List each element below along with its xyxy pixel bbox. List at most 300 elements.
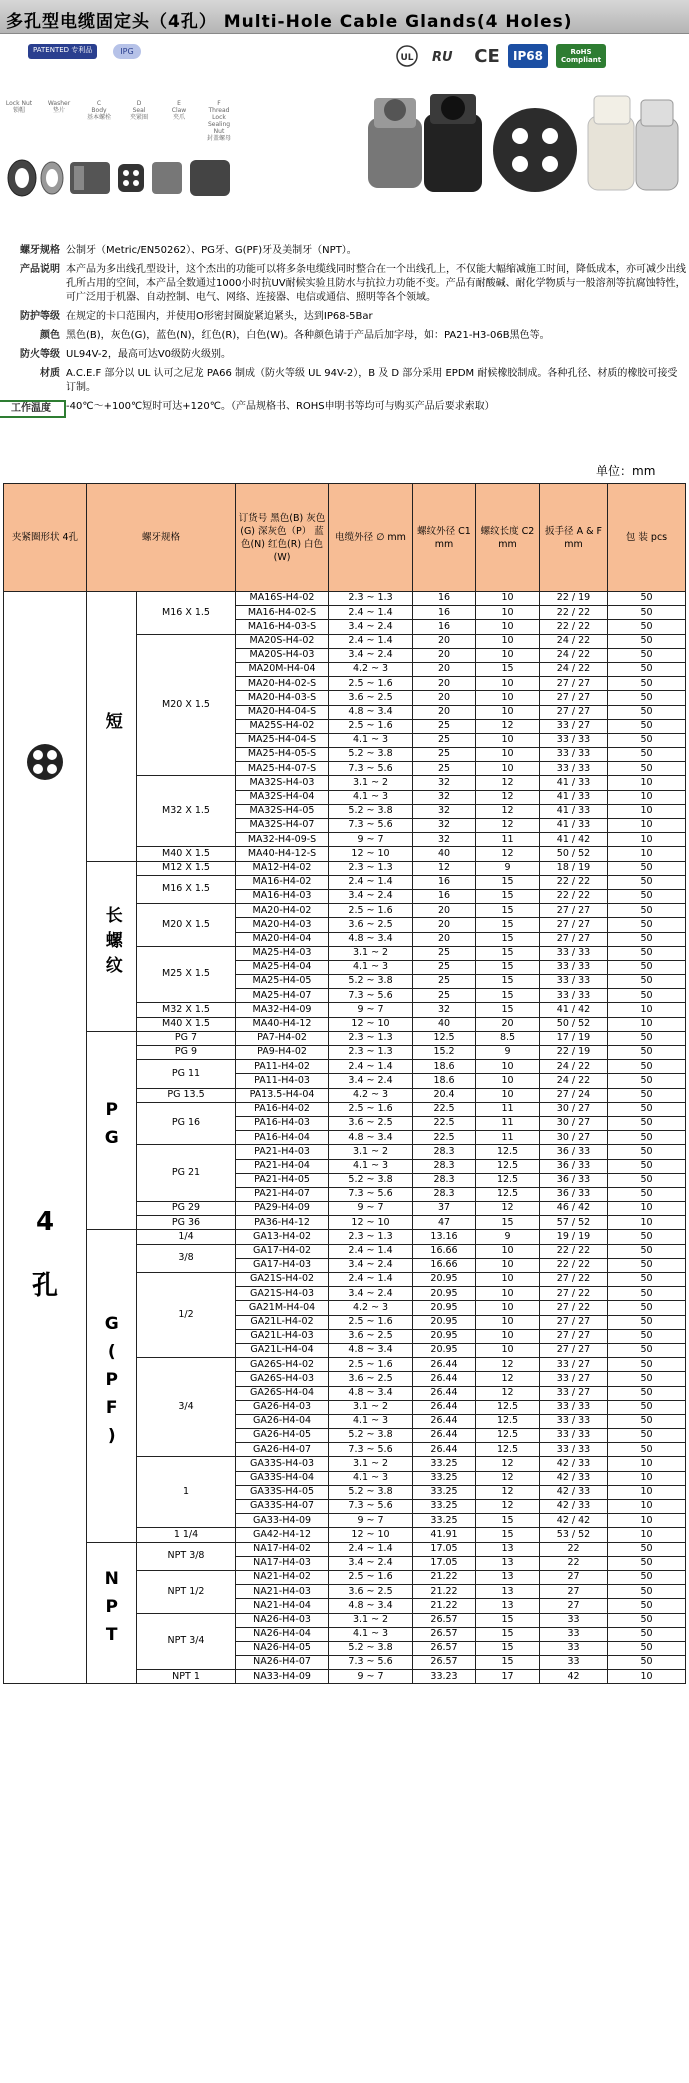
cable-range-cell: 4.2 ~ 3 <box>329 1301 413 1315</box>
package-qty-cell: 50 <box>608 662 686 676</box>
wrench-size-cell: 41 / 33 <box>540 819 608 833</box>
thread-length-cell: 11 <box>476 1102 540 1116</box>
cable-range-cell: 7.3 ~ 5.6 <box>329 819 413 833</box>
package-qty-cell: 50 <box>608 1570 686 1584</box>
thread-diameter-cell: 26.57 <box>413 1656 476 1670</box>
cable-range-cell: 7.3 ~ 5.6 <box>329 762 413 776</box>
package-qty-cell: 50 <box>608 1145 686 1159</box>
package-qty-cell: 50 <box>608 1627 686 1641</box>
thread-length-cell: 15 <box>476 1656 540 1670</box>
package-qty-cell: 50 <box>608 1343 686 1357</box>
thread-diameter-cell: 26.44 <box>413 1386 476 1400</box>
thread-diameter-cell: 26.44 <box>413 1372 476 1386</box>
thread-size-cell: M16 X 1.5 <box>137 592 236 635</box>
thread-diameter-cell: 16 <box>413 875 476 889</box>
cable-range-cell: 4.8 ~ 3.4 <box>329 1131 413 1145</box>
order-number-cell: MA12-H4-02 <box>236 861 329 875</box>
thread-length-cell: 15 <box>476 889 540 903</box>
wrench-size-cell: 27 / 27 <box>540 1329 608 1343</box>
cable-range-cell: 3.1 ~ 2 <box>329 1400 413 1414</box>
thread-length-cell: 12.5 <box>476 1187 540 1201</box>
wrench-size-cell: 27 / 24 <box>540 1088 608 1102</box>
thread-diameter-cell: 16 <box>413 889 476 903</box>
package-qty-cell: 50 <box>608 592 686 606</box>
thread-length-cell: 12.5 <box>476 1173 540 1187</box>
package-qty-cell: 50 <box>608 975 686 989</box>
order-number-cell: GA21S-H4-02 <box>236 1273 329 1287</box>
wrench-size-cell: 27 / 22 <box>540 1287 608 1301</box>
thread-length-cell: 15 <box>476 1528 540 1542</box>
order-number-cell: GA26S-H4-02 <box>236 1358 329 1372</box>
cable-range-cell: 7.3 ~ 5.6 <box>329 1443 413 1457</box>
thread-length-cell: 10 <box>476 705 540 719</box>
package-qty-cell: 10 <box>608 804 686 818</box>
thread-diameter-cell: 16 <box>413 620 476 634</box>
thread-diameter-cell: 21.22 <box>413 1570 476 1584</box>
cable-range-cell: 3.4 ~ 2.4 <box>329 620 413 634</box>
order-number-cell: PA16-H4-02 <box>236 1102 329 1116</box>
thread-length-cell: 10 <box>476 1343 540 1357</box>
package-qty-cell: 50 <box>608 1315 686 1329</box>
thread-size-cell: M32 X 1.5 <box>137 776 236 847</box>
cable-range-cell: 5.2 ~ 3.8 <box>329 975 413 989</box>
package-qty-cell: 50 <box>608 691 686 705</box>
parts-legend <box>2 100 236 142</box>
unit-label: 单位：mm <box>596 464 656 478</box>
rohs-badge: RoHS Compliant <box>556 44 606 68</box>
group-label: 短 <box>87 592 137 862</box>
package-qty-cell: 50 <box>608 1429 686 1443</box>
thread-length-cell: 12 <box>476 819 540 833</box>
package-qty-cell: 50 <box>608 1159 686 1173</box>
thread-length-cell: 10 <box>476 748 540 762</box>
package-qty-cell: 50 <box>608 1599 686 1613</box>
order-number-cell: MA20-H4-02-S <box>236 677 329 691</box>
wrench-size-cell: 27 <box>540 1585 608 1599</box>
thread-diameter-cell: 40 <box>413 1017 476 1031</box>
thread-length-cell: 9 <box>476 1046 540 1060</box>
order-number-cell: GA33S-H4-03 <box>236 1457 329 1471</box>
order-number-cell: PA21-H4-07 <box>236 1187 329 1201</box>
thread-size-cell: PG 36 <box>137 1216 236 1230</box>
thread-diameter-cell: 25 <box>413 960 476 974</box>
cable-range-cell: 3.1 ~ 2 <box>329 1457 413 1471</box>
thread-length-cell: 10 <box>476 1244 540 1258</box>
table-row <box>4 1542 686 1556</box>
order-number-cell: MA40-H4-12-S <box>236 847 329 861</box>
thread-length-cell: 15 <box>476 989 540 1003</box>
package-qty-cell: 50 <box>608 960 686 974</box>
thread-length-cell: 12.5 <box>476 1429 540 1443</box>
thread-diameter-cell: 16 <box>413 606 476 620</box>
cable-range-cell: 3.4 ~ 2.4 <box>329 1074 413 1088</box>
package-qty-cell: 10 <box>608 1457 686 1471</box>
thread-diameter-cell: 26.44 <box>413 1358 476 1372</box>
thread-diameter-cell: 28.3 <box>413 1187 476 1201</box>
wrench-size-cell: 27 / 27 <box>540 932 608 946</box>
wrench-size-cell: 42 / 33 <box>540 1471 608 1485</box>
thread-length-cell: 13 <box>476 1585 540 1599</box>
wrench-size-cell: 22 / 19 <box>540 592 608 606</box>
cable-range-cell: 4.1 ~ 3 <box>329 1414 413 1428</box>
cable-range-cell: 2.5 ~ 1.6 <box>329 1358 413 1372</box>
wrench-size-cell: 30 / 27 <box>540 1102 608 1116</box>
spec-description: 产品说明 本产品为多出线孔型设计，这个杰出的功能可以将多条电缆线同时整合在一个出线孔上，不仅能大幅缩减施工时间，降低成本，亦可减少出线孔所占用的空间，本产品全数通过1000小时抗UV耐候实验且防水与抗拉力功能不变。产品有耐酸碱、耐化学物质与一般溶剂等抗腐蚀特性，可广泛用于机器、自动控制、电气、网络、连接器、电信或通信、照明等各个领域。 <box>20 264 686 303</box>
cable-range-cell: 2.4 ~ 1.4 <box>329 875 413 889</box>
order-number-cell: PA7-H4-02 <box>236 1031 329 1045</box>
page-title: 多孔型电缆固定头（4孔） Multi-Hole Cable Glands(4 Holes) <box>6 12 573 32</box>
package-qty-cell: 50 <box>608 606 686 620</box>
order-number-cell: GA17-H4-03 <box>236 1258 329 1272</box>
exploded-view-illustration <box>4 148 244 208</box>
order-number-cell: PA11-H4-02 <box>236 1060 329 1074</box>
order-number-cell: NA21-H4-02 <box>236 1570 329 1584</box>
wrench-size-cell: 36 / 33 <box>540 1145 608 1159</box>
package-qty-cell: 10 <box>608 1202 686 1216</box>
svg-text:UL: UL <box>400 53 414 63</box>
header-c1: 螺纹外径 C1 mm <box>413 484 476 592</box>
wrench-size-cell: 42 <box>540 1670 608 1684</box>
thread-length-cell: 15 <box>476 975 540 989</box>
package-qty-cell: 10 <box>608 1514 686 1528</box>
wrench-size-cell: 33 <box>540 1613 608 1627</box>
thread-diameter-cell: 32 <box>413 1003 476 1017</box>
package-qty-cell: 10 <box>608 1003 686 1017</box>
thread-diameter-cell: 25 <box>413 975 476 989</box>
package-qty-cell: 50 <box>608 1173 686 1187</box>
ru-cert-icon <box>430 44 464 68</box>
wrench-size-cell: 22 / 22 <box>540 875 608 889</box>
package-qty-cell: 10 <box>608 833 686 847</box>
spec-color: 颜色 黑色(B)，灰色(G)，蓝色(N)，红色(R)，白色(W)。各种颜色请于产品后加字母，如：PA21-H3-06B黑色等。 <box>40 330 550 341</box>
thread-length-cell: 12 <box>476 1372 540 1386</box>
thread-diameter-cell: 22.5 <box>413 1102 476 1116</box>
wrench-size-cell: 41 / 42 <box>540 1003 608 1017</box>
order-number-cell: NA26-H4-07 <box>236 1656 329 1670</box>
wrench-size-cell: 24 / 22 <box>540 634 608 648</box>
cable-range-cell: 4.8 ~ 3.4 <box>329 932 413 946</box>
header-thread: 螺牙规格 <box>87 484 236 592</box>
thread-size-cell: M40 X 1.5 <box>137 847 236 861</box>
order-number-cell: GA33S-H4-04 <box>236 1471 329 1485</box>
thread-length-cell: 13 <box>476 1570 540 1584</box>
thread-length-cell: 10 <box>476 592 540 606</box>
thread-diameter-cell: 20 <box>413 677 476 691</box>
wrench-size-cell: 33 / 33 <box>540 975 608 989</box>
wrench-size-cell: 41 / 33 <box>540 804 608 818</box>
cable-range-cell: 2.3 ~ 1.3 <box>329 1046 413 1060</box>
order-number-cell: GA26-H4-04 <box>236 1414 329 1428</box>
thread-length-cell: 12 <box>476 1386 540 1400</box>
wrench-size-cell: 24 / 22 <box>540 1074 608 1088</box>
part-claw: E Claw 夹爪 <box>171 100 187 121</box>
thread-diameter-cell: 25 <box>413 989 476 1003</box>
cable-range-cell: 2.5 ~ 1.6 <box>329 1570 413 1584</box>
cable-range-cell: 2.3 ~ 1.3 <box>329 592 413 606</box>
thread-diameter-cell: 26.57 <box>413 1627 476 1641</box>
wrench-size-cell: 27 <box>540 1570 608 1584</box>
thread-length-cell: 12.5 <box>476 1414 540 1428</box>
thread-size-cell: 1 1/4 <box>137 1528 236 1542</box>
wrench-size-cell: 33 / 33 <box>540 1400 608 1414</box>
order-number-cell: MA16-H4-03-S <box>236 620 329 634</box>
thread-diameter-cell: 33.25 <box>413 1500 476 1514</box>
thread-size-cell: M40 X 1.5 <box>137 1017 236 1031</box>
cable-range-cell: 5.2 ~ 3.8 <box>329 1429 413 1443</box>
thread-length-cell: 12 <box>476 1457 540 1471</box>
wrench-size-cell: 33 / 33 <box>540 960 608 974</box>
spec-list <box>6 244 686 423</box>
cable-range-cell: 3.4 ~ 2.4 <box>329 1258 413 1272</box>
order-number-cell: GA33S-H4-05 <box>236 1485 329 1499</box>
thread-length-cell: 10 <box>476 1088 540 1102</box>
order-number-cell: MA16S-H4-02 <box>236 592 329 606</box>
order-number-cell: GA33-H4-09 <box>236 1514 329 1528</box>
cable-range-cell: 4.1 ~ 3 <box>329 1471 413 1485</box>
package-qty-cell: 50 <box>608 861 686 875</box>
wrench-size-cell: 41 / 42 <box>540 833 608 847</box>
thread-diameter-cell: 16.66 <box>413 1244 476 1258</box>
wrench-size-cell: 33 / 33 <box>540 989 608 1003</box>
cable-range-cell: 3.4 ~ 2.4 <box>329 1287 413 1301</box>
cable-range-cell: 3.6 ~ 2.5 <box>329 918 413 932</box>
patent-badge: PATENTED 专利品 <box>28 44 97 59</box>
thread-length-cell: 15 <box>476 918 540 932</box>
part-sealing-nut: F Thread Lock Sealing Nut 封盖螺母 <box>206 100 231 142</box>
thread-diameter-cell: 20.95 <box>413 1301 476 1315</box>
thread-diameter-cell: 25 <box>413 762 476 776</box>
order-number-cell: MA20S-H4-03 <box>236 648 329 662</box>
wrench-size-cell: 33 / 33 <box>540 762 608 776</box>
cable-range-cell: 2.4 ~ 1.4 <box>329 1244 413 1258</box>
package-qty-cell: 50 <box>608 1641 686 1655</box>
thread-length-cell: 15 <box>476 1003 540 1017</box>
group-label: G(PF) <box>87 1230 137 1542</box>
order-number-cell: GA21S-H4-03 <box>236 1287 329 1301</box>
thread-length-cell: 15 <box>476 960 540 974</box>
thread-diameter-cell: 25 <box>413 748 476 762</box>
wrench-size-cell: 50 / 52 <box>540 847 608 861</box>
wrench-size-cell: 22 / 19 <box>540 1046 608 1060</box>
thread-diameter-cell: 32 <box>413 804 476 818</box>
package-qty-cell: 50 <box>608 1443 686 1457</box>
thread-size-cell: M25 X 1.5 <box>137 946 236 1003</box>
thread-length-cell: 12 <box>476 804 540 818</box>
part-body: C Body 基本螺栓 <box>86 100 111 121</box>
holes-label: 4 孔 <box>31 1207 58 1302</box>
thread-length-cell: 10 <box>476 762 540 776</box>
thread-length-cell: 12 <box>476 790 540 804</box>
cable-range-cell: 4.8 ~ 3.4 <box>329 1599 413 1613</box>
thread-length-cell: 11 <box>476 1131 540 1145</box>
package-qty-cell: 50 <box>608 1244 686 1258</box>
wrench-size-cell: 33 / 33 <box>540 1429 608 1443</box>
thread-length-cell: 12 <box>476 1202 540 1216</box>
package-qty-cell: 50 <box>608 1585 686 1599</box>
wrench-size-cell: 41 / 33 <box>540 776 608 790</box>
thread-diameter-cell: 13.16 <box>413 1230 476 1244</box>
package-qty-cell: 50 <box>608 1301 686 1315</box>
cable-range-cell: 4.1 ~ 3 <box>329 790 413 804</box>
package-qty-cell: 10 <box>608 1216 686 1230</box>
wrench-size-cell: 33 <box>540 1641 608 1655</box>
spec-fire-rating: 防火等级 UL94V-2，最高可达V0级防火级别。 <box>20 349 232 360</box>
thread-diameter-cell: 20 <box>413 648 476 662</box>
thread-length-cell: 15 <box>476 875 540 889</box>
thread-length-cell: 10 <box>476 1273 540 1287</box>
thread-length-cell: 10 <box>476 1074 540 1088</box>
thread-size-cell: 3/8 <box>137 1244 236 1272</box>
thread-diameter-cell: 20.95 <box>413 1329 476 1343</box>
wrench-size-cell: 17 / 19 <box>540 1031 608 1045</box>
order-number-cell: GA21L-H4-04 <box>236 1343 329 1357</box>
thread-length-cell: 11 <box>476 1116 540 1130</box>
order-number-cell: GA33S-H4-07 <box>236 1500 329 1514</box>
thread-size-cell: 1/4 <box>137 1230 236 1244</box>
wrench-size-cell: 33 / 27 <box>540 1372 608 1386</box>
thread-diameter-cell: 20 <box>413 662 476 676</box>
thread-diameter-cell: 28.3 <box>413 1173 476 1187</box>
package-qty-cell: 50 <box>608 1358 686 1372</box>
header-shape: 夹紧圈形状 4孔 <box>4 484 87 592</box>
package-qty-cell: 50 <box>608 1031 686 1045</box>
order-number-cell: MA32S-H4-05 <box>236 804 329 818</box>
cable-range-cell: 2.5 ~ 1.6 <box>329 1102 413 1116</box>
thread-diameter-cell: 25 <box>413 733 476 747</box>
thread-size-cell: PG 21 <box>137 1145 236 1202</box>
cable-range-cell: 2.3 ~ 1.3 <box>329 861 413 875</box>
thread-diameter-cell: 20 <box>413 904 476 918</box>
svg-text:RU: RU <box>432 50 453 65</box>
thread-length-cell: 10 <box>476 733 540 747</box>
thread-diameter-cell: 20 <box>413 918 476 932</box>
thread-length-cell: 15 <box>476 1627 540 1641</box>
thread-diameter-cell: 26.44 <box>413 1443 476 1457</box>
package-qty-cell: 50 <box>608 1046 686 1060</box>
wrench-size-cell: 33 / 33 <box>540 1443 608 1457</box>
wrench-size-cell: 42 / 33 <box>540 1500 608 1514</box>
ce-mark: CE <box>474 45 500 67</box>
thread-length-cell: 10 <box>476 1060 540 1074</box>
order-number-cell: MA25-H4-04-S <box>236 733 329 747</box>
thread-diameter-cell: 21.22 <box>413 1585 476 1599</box>
package-qty-cell: 10 <box>608 847 686 861</box>
wrench-size-cell: 27 / 27 <box>540 904 608 918</box>
package-qty-cell: 50 <box>608 1287 686 1301</box>
thread-diameter-cell: 16 <box>413 592 476 606</box>
package-qty-cell: 10 <box>608 1670 686 1684</box>
thread-size-cell: M20 X 1.5 <box>137 634 236 776</box>
wrench-size-cell: 27 / 27 <box>540 691 608 705</box>
thread-length-cell: 15 <box>476 1216 540 1230</box>
header-order: 订货号 黑色(B) 灰色(G) 深灰色（P） 蓝色(N) 红色(R) 白色(W) <box>236 484 329 592</box>
order-number-cell: MA32-H4-09-S <box>236 833 329 847</box>
spec-table-body <box>4 592 686 1684</box>
order-number-cell: GA42-H4-12 <box>236 1528 329 1542</box>
thread-length-cell: 12 <box>476 1471 540 1485</box>
order-number-cell: MA25-H4-07 <box>236 989 329 1003</box>
thread-diameter-cell: 22.5 <box>413 1131 476 1145</box>
ipg-badge: IPG <box>113 44 140 59</box>
table-row <box>4 861 686 875</box>
thread-diameter-cell: 18.6 <box>413 1074 476 1088</box>
wrench-size-cell: 22 / 22 <box>540 620 608 634</box>
thread-diameter-cell: 26.44 <box>413 1429 476 1443</box>
thread-diameter-cell: 12.5 <box>413 1031 476 1045</box>
wrench-size-cell: 33 / 33 <box>540 1414 608 1428</box>
part-washer: Washer 垫片 <box>47 100 71 114</box>
thread-diameter-cell: 25 <box>413 719 476 733</box>
cable-range-cell: 12 ~ 10 <box>329 1528 413 1542</box>
thread-size-cell: PG 13.5 <box>137 1088 236 1102</box>
thread-diameter-cell: 47 <box>413 1216 476 1230</box>
wrench-size-cell: 42 / 33 <box>540 1485 608 1499</box>
thread-diameter-cell: 28.3 <box>413 1159 476 1173</box>
cable-range-cell: 3.1 ~ 2 <box>329 946 413 960</box>
wrench-size-cell: 27 / 22 <box>540 1273 608 1287</box>
thread-length-cell: 13 <box>476 1542 540 1556</box>
thread-length-cell: 15 <box>476 662 540 676</box>
package-qty-cell: 50 <box>608 1102 686 1116</box>
cable-range-cell: 3.6 ~ 2.5 <box>329 1372 413 1386</box>
cable-range-cell: 9 ~ 7 <box>329 1514 413 1528</box>
cable-range-cell: 12 ~ 10 <box>329 1216 413 1230</box>
thread-length-cell: 10 <box>476 691 540 705</box>
order-number-cell: MA32S-H4-04 <box>236 790 329 804</box>
thread-length-cell: 15 <box>476 932 540 946</box>
wrench-size-cell: 42 / 33 <box>540 1457 608 1471</box>
thread-diameter-cell: 20 <box>413 691 476 705</box>
order-number-cell: MA32S-H4-03 <box>236 776 329 790</box>
thread-length-cell: 13 <box>476 1599 540 1613</box>
order-number-cell: GA13-H4-02 <box>236 1230 329 1244</box>
package-qty-cell: 50 <box>608 1131 686 1145</box>
cable-range-cell: 3.6 ~ 2.5 <box>329 1116 413 1130</box>
package-qty-cell: 50 <box>608 1542 686 1556</box>
thread-length-cell: 12.5 <box>476 1145 540 1159</box>
thread-length-cell: 9 <box>476 1230 540 1244</box>
package-qty-cell: 50 <box>608 733 686 747</box>
wrench-size-cell: 24 / 22 <box>540 648 608 662</box>
package-qty-cell: 50 <box>608 1230 686 1244</box>
wrench-size-cell: 27 / 27 <box>540 677 608 691</box>
order-number-cell: NA26-H4-03 <box>236 1613 329 1627</box>
cable-range-cell: 2.5 ~ 1.6 <box>329 719 413 733</box>
thread-length-cell: 12.5 <box>476 1400 540 1414</box>
order-number-cell: MA32S-H4-07 <box>236 819 329 833</box>
wrench-size-cell: 27 / 27 <box>540 1315 608 1329</box>
thread-diameter-cell: 32 <box>413 819 476 833</box>
table-row <box>4 1031 686 1045</box>
thread-diameter-cell: 20 <box>413 932 476 946</box>
order-number-cell: GA21L-H4-02 <box>236 1315 329 1329</box>
cable-range-cell: 9 ~ 7 <box>329 1003 413 1017</box>
package-qty-cell: 50 <box>608 677 686 691</box>
cable-range-cell: 2.5 ~ 1.6 <box>329 677 413 691</box>
cable-range-cell: 4.1 ~ 3 <box>329 1627 413 1641</box>
cable-range-cell: 12 ~ 10 <box>329 847 413 861</box>
package-qty-cell: 50 <box>608 946 686 960</box>
thread-size-cell: M16 X 1.5 <box>137 875 236 903</box>
thread-size-cell: NPT 1 <box>137 1670 236 1684</box>
order-number-cell: MA16-H4-02 <box>236 875 329 889</box>
cable-range-cell: 4.1 ~ 3 <box>329 960 413 974</box>
wrench-size-cell: 33 / 33 <box>540 748 608 762</box>
header-pcs: 包 装 pcs <box>608 484 686 592</box>
thread-size-cell: PG 7 <box>137 1031 236 1045</box>
wrench-size-cell: 24 / 22 <box>540 1060 608 1074</box>
thread-diameter-cell: 41.91 <box>413 1528 476 1542</box>
